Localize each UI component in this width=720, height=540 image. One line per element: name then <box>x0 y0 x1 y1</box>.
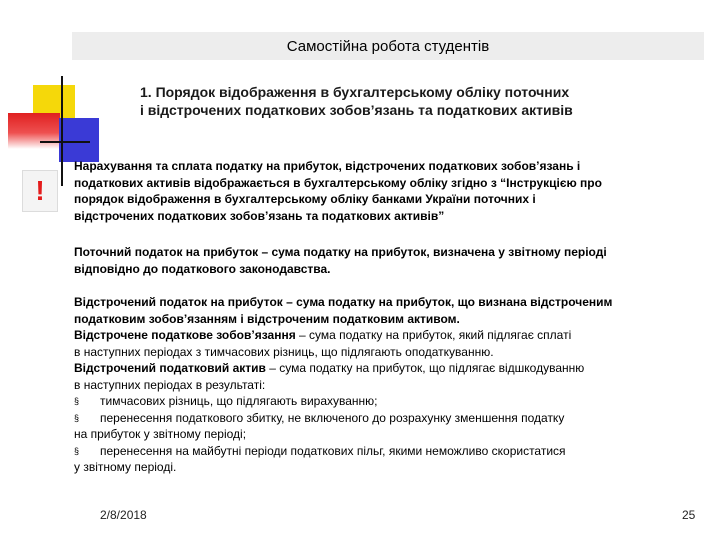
title-bar <box>72 32 704 60</box>
list-item: § перенесення податкового збитку, не включеного до розрахунку зменшення податку <box>74 410 565 425</box>
decor-horizontal-line <box>40 141 90 143</box>
paragraph-instruction: Нарахування та сплата податку на прибуток, відстрочених податкових зобов’язань і податкових активів відображається в бухгалтерському обліку згідно з “Інструкцією про порядок відображення в бухгалтерському обліку банками України поточних і відстрочених податкових зобов’язань та податкових активів” <box>74 159 602 223</box>
subtitle-line: 1. Порядок відображення в бухгалтерському обліку поточних <box>140 84 570 100</box>
paragraph-deferred-tax: Відстрочений податок на прибуток – сума податку на прибуток, що визнана відстроченим податковим зобов’язанням і відстроченим податковим активом. Відстрочене податкове зобов’язання – сума податку на прибуток, який підлягає сплаті в наступних періодах з тимчасових різниць, що підлягають оподаткуванню. Відстрочений податковий актив – сума податку на прибуток, що підлягає відшкодуванню в наступних періодах в результаті: § тимчасових різниць, що підлягають вирахуванню; § перенесення податкового збитку, не включеного до розрахунку зменшення податку на прибуток у звітному періоді; § перенесення на майбутні періоди податкових пільг, якими неможливо скористатися у звітному періоді. <box>74 294 706 476</box>
page-title: Самостійна робота студентів <box>286 37 490 55</box>
list-item: § тимчасових різниць, що підлягають вирахуванню; <box>74 394 378 408</box>
subtitle-line: і відстрочених податкових зобов’язань та податкових активів <box>140 102 573 118</box>
decor-red-square <box>8 113 60 149</box>
exclamation-icon: ! <box>22 170 58 212</box>
page-number: 25 <box>682 508 696 522</box>
decor-vertical-line <box>61 76 63 186</box>
bullet-icon: § <box>74 396 80 406</box>
bullet-icon: § <box>74 445 80 456</box>
decor-blue-square <box>59 118 99 162</box>
list-item: § перенесення на майбутні періоди податкових пільг, якими неможливо скористатися <box>74 443 566 458</box>
paragraph-current-tax: Поточний податок на прибуток – сума податку на прибуток, визначена у звітному періоді відповідно до податкового законодавства. <box>74 245 607 276</box>
footer-date: 2/8/2018 <box>100 508 147 522</box>
bullet-icon: § <box>74 412 80 423</box>
subtitle <box>140 83 680 119</box>
